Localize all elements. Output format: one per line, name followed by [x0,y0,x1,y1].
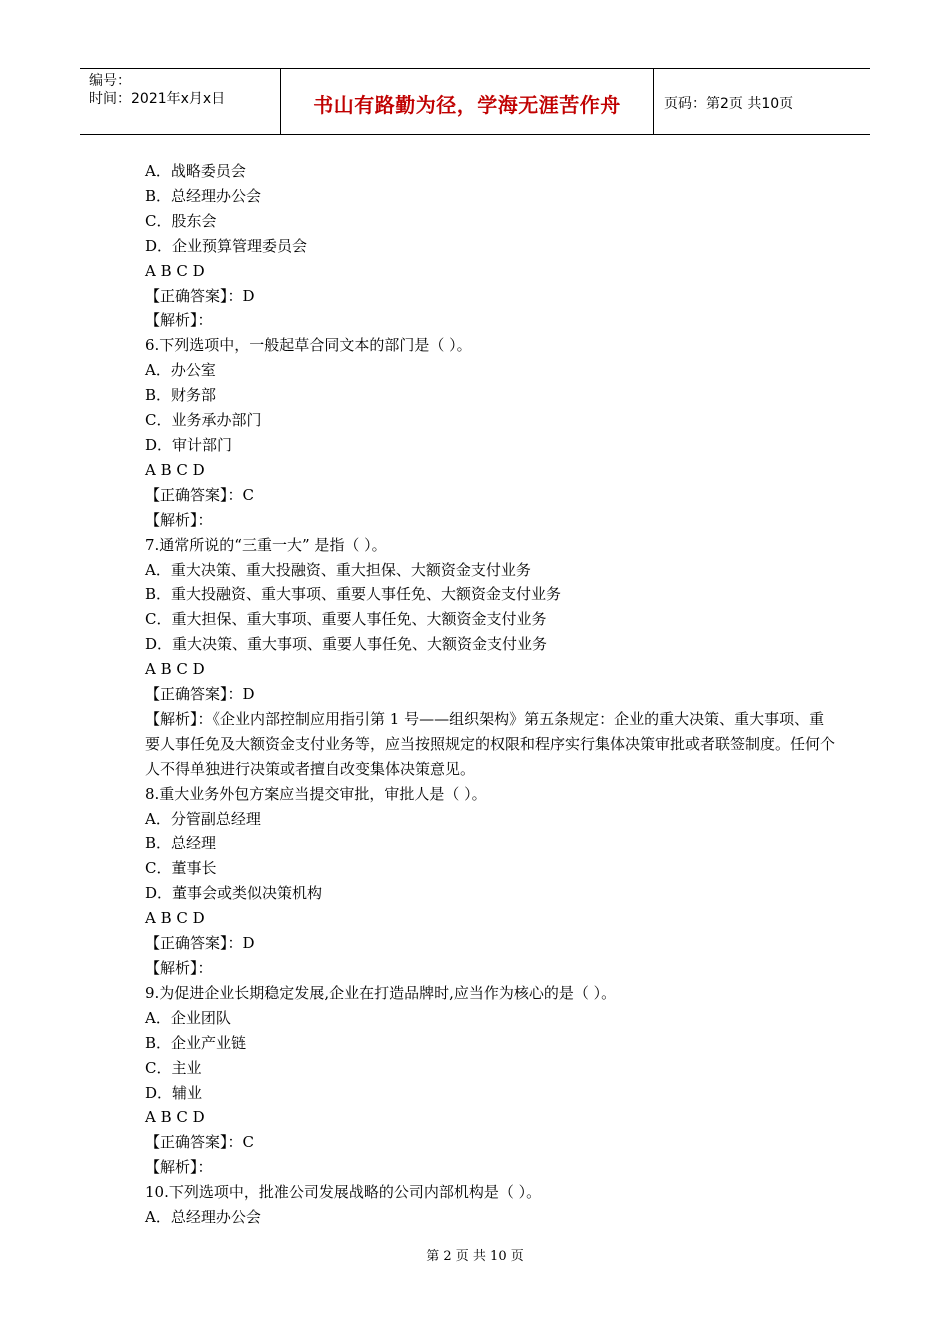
header-page-info: 页码：第2页 共10页 [664,96,794,112]
option-line: A．企业团队 [145,1008,231,1027]
option-line: B．重大投融资、重大事项、重要人事任免、大额资金支付业务 [145,585,562,604]
page-footer: 第 2 页 共 10 页 [426,1249,524,1264]
answer-choices: A B C D [145,460,205,479]
correct-answer: 【正确答案】：C [145,1133,254,1152]
option-line: C．股东会 [145,211,217,230]
correct-answer: 【正确答案】：D [145,934,255,953]
explanation: 【解析】： [145,510,213,529]
document-body [145,159,835,1230]
option-line: B．总经理 [145,834,217,853]
explanation: 【解析】：《企业内部控制应用指引第 1 号——组织架构》第五条规定：企业的重大决策、重大事项、重要人事任免及大额资金支付业务等，应当按照规定的权限和程序实行集体决策审批或者联签制度。任何个人不得单独进行决策或者擅自改变集体决策意见。 [145,709,836,778]
header-motto: 书山有路勤为径，学海无涯苦作舟 [281,69,654,134]
option-line: A．分管副总经理 [145,809,261,828]
question-7: 7.通常所说的“三重一大” 是指（ ）。 [145,535,387,554]
question-9: 9.为促进企业长期稳定发展,企业在打造品牌时,应当作为核心的是（ ）。 [145,983,617,1002]
option-line: A．办公室 [145,361,216,380]
explanation: 【解析】： [145,1158,213,1177]
header-meta [80,69,281,134]
answer-choices: A B C D [145,1108,205,1127]
option-line: A．重大决策、重大投融资、重大担保、大额资金支付业务 [145,560,531,579]
option-line: C．主业 [145,1058,202,1077]
question-8: 8.重大业务外包方案应当提交审批，审批人是（ ）。 [145,784,487,803]
question-6: 6.下列选项中，一般起草合同文本的部门是（ ）。 [145,336,472,355]
correct-answer: 【正确答案】：D [145,286,255,305]
explanation: 【解析】： [145,311,213,330]
explanation: 【解析】： [145,959,213,977]
option-line: D．审计部门 [145,435,233,454]
option-line: D．重大决策、重大事项、重要人事任免、大额资金支付业务 [145,635,548,654]
document-number-label: 编号： [89,73,131,89]
correct-answer: 【正确答案】：D [145,685,255,704]
option-line: C．重大担保、重大事项、重要人事任免、大额资金支付业务 [145,610,547,629]
document-date-label: 时间：2021年x月x日 [89,91,226,107]
answer-choices: A B C D [145,909,205,928]
question-10: 10.下列选项中，批准公司发展战略的公司内部机构是（ ）。 [145,1183,542,1202]
option-line: B．总经理办公会 [145,186,262,205]
option-line: B．企业产业链 [145,1033,247,1052]
option-line: A．战略委员会 [145,162,246,180]
option-line: D．董事会或类似决策机构 [145,884,323,903]
document-header [80,68,870,135]
option-line: D．辅业 [145,1083,203,1102]
option-line: B．财务部 [145,386,217,405]
option-line: C．董事长 [145,859,217,878]
correct-answer: 【正确答案】：C [145,485,254,504]
option-line: A．总经理办公会 [145,1208,261,1227]
answer-choices: A B C D [145,261,205,280]
option-line: D．企业预算管理委员会 [145,236,308,255]
option-line: C．业务承办部门 [145,411,262,430]
answer-choices: A B C D [145,660,205,679]
